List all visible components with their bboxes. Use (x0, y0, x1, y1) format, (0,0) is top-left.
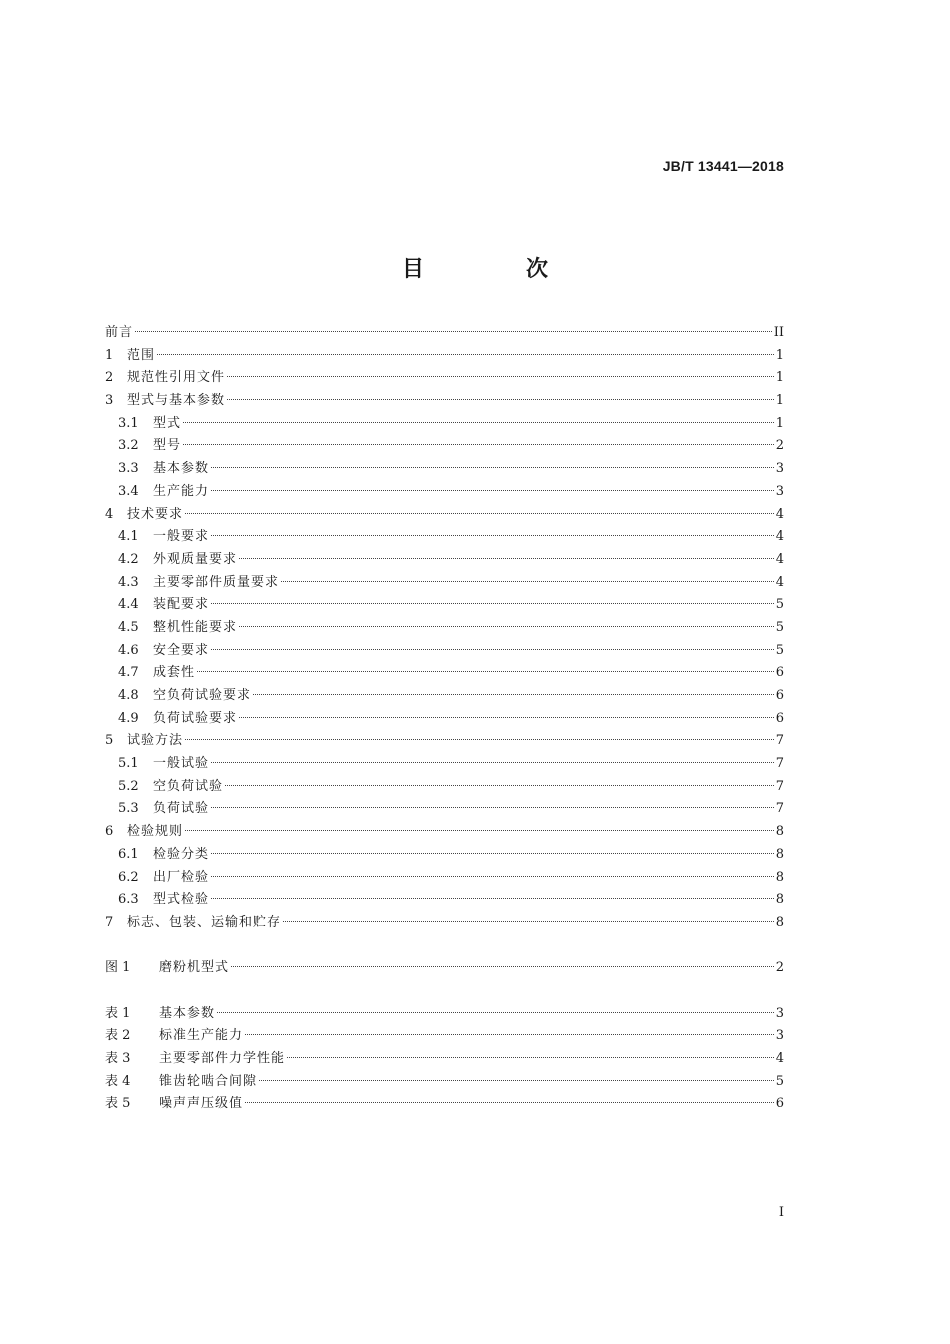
dot-leader (211, 807, 774, 808)
toc-entry-page: 2 (775, 960, 784, 976)
toc-entry-page: 8 (775, 846, 784, 862)
toc-entry[interactable] (105, 481, 784, 504)
toc-entry-number: 4 (105, 506, 114, 522)
toc-entry-number: 4.4 (118, 597, 139, 613)
toc-entry-page: 8 (775, 892, 784, 908)
spacer (105, 935, 784, 958)
toc-entry-label: 一般试验 (153, 756, 210, 772)
toc-entry-label: 规范性引用文件 (127, 370, 226, 386)
toc-entry[interactable] (105, 572, 784, 595)
toc-table-entry[interactable] (105, 1003, 784, 1026)
toc-entry[interactable] (105, 640, 784, 663)
toc-entry-label: 基本参数 (159, 1005, 216, 1021)
dot-leader (185, 513, 774, 514)
toc-entry-number: 3.3 (118, 461, 139, 477)
toc-entry-label: 安全要求 (153, 642, 210, 658)
dot-leader (211, 603, 774, 604)
toc-figure-entry[interactable] (105, 957, 784, 980)
dot-leader (211, 853, 774, 854)
toc-entry-page: 7 (775, 756, 784, 772)
toc-entry-number: 4.7 (118, 665, 139, 681)
toc-entry-number: 6.2 (118, 869, 139, 885)
toc-entry[interactable] (105, 390, 784, 413)
toc-table-entry[interactable] (105, 1025, 784, 1048)
toc-entry[interactable] (105, 753, 784, 776)
toc-entry-number: 3.1 (118, 415, 139, 431)
toc-entry-label: 范围 (127, 347, 156, 363)
toc-entry-page: 4 (775, 529, 784, 545)
toc-entry-label: 型式与基本参数 (127, 393, 226, 409)
toc-entry[interactable] (105, 662, 784, 685)
dot-leader (211, 649, 774, 650)
dot-leader (211, 762, 774, 763)
toc-table-entry[interactable] (105, 1093, 784, 1116)
dot-leader (283, 921, 774, 922)
toc-entry-page: 3 (775, 1005, 784, 1021)
toc-entry-label: 装配要求 (153, 597, 210, 613)
toc-entry[interactable] (105, 322, 784, 345)
dot-leader (281, 581, 774, 582)
dot-leader (183, 422, 774, 423)
toc-entry-number: 表 5 (105, 1096, 131, 1112)
toc-entry-page: 8 (775, 824, 784, 840)
toc-entry-page: II (773, 325, 784, 340)
toc-entry-number: 1 (105, 347, 114, 363)
toc-entry[interactable] (105, 912, 784, 935)
toc-entry-label: 噪声声压级值 (159, 1096, 244, 1112)
toc-entry-page: 6 (775, 665, 784, 681)
toc-entry-label: 检验分类 (153, 846, 210, 862)
toc-entry-label: 型式检验 (153, 892, 210, 908)
toc-entry[interactable] (105, 504, 784, 527)
toc-entry[interactable] (105, 458, 784, 481)
toc-entry-number: 3.4 (118, 483, 139, 499)
dot-leader (239, 558, 774, 559)
toc-entry-page: 6 (775, 688, 784, 703)
toc-entry-label: 整机性能要求 (153, 619, 238, 635)
toc-entry[interactable] (105, 594, 784, 617)
toc-table-list (105, 1003, 784, 1116)
toc-entry-page: 5 (775, 642, 784, 658)
toc-entry-page: 5 (775, 597, 784, 613)
toc-entry-page: 1 (775, 415, 784, 431)
toc-entry-page: 7 (775, 778, 784, 794)
toc-entry-page: 4 (775, 551, 784, 567)
toc-entry-label: 前言 (105, 325, 134, 340)
dot-leader (211, 898, 774, 899)
toc-entry-number: 6.1 (118, 846, 139, 862)
toc-entry-label: 空负荷试验要求 (153, 688, 252, 703)
toc-entry[interactable] (105, 867, 784, 890)
dot-leader (135, 331, 772, 332)
toc-entry-number: 4.8 (118, 688, 139, 703)
toc-entry-label: 主要零部件力学性能 (159, 1051, 286, 1066)
toc-entry-number: 6.3 (118, 892, 139, 908)
dot-leader (211, 535, 774, 536)
toc-entry-label: 负荷试验要求 (153, 710, 238, 726)
toc-entry[interactable] (105, 413, 784, 436)
toc-entry[interactable] (105, 844, 784, 867)
dot-leader (287, 1057, 774, 1058)
toc-entry-number: 5 (105, 733, 114, 749)
toc-entry-number: 表 2 (105, 1028, 131, 1044)
toc-entry-label: 基本参数 (153, 461, 210, 477)
dot-leader (227, 399, 774, 400)
toc-entry-number: 4.1 (118, 529, 139, 545)
dot-leader (225, 785, 774, 786)
dot-leader (183, 444, 774, 445)
standard-code: JB/T 13441—2018 (662, 158, 784, 174)
toc-entry[interactable] (105, 708, 784, 731)
dot-leader (239, 717, 774, 718)
dot-leader (211, 490, 774, 491)
toc-entry-number: 表 1 (105, 1005, 131, 1021)
toc-entry-label: 生产能力 (153, 483, 210, 499)
toc-entry-page: 3 (775, 1028, 784, 1044)
toc-entry-page: 8 (775, 914, 784, 930)
table-of-contents (105, 322, 784, 1116)
toc-entry-page: 3 (775, 461, 784, 477)
toc-entry-page: 6 (775, 1096, 784, 1112)
dot-leader (185, 830, 774, 831)
toc-entry-number: 3.2 (118, 438, 139, 454)
toc-chapter-list (105, 322, 784, 935)
toc-entry-number: 4.3 (118, 574, 139, 590)
toc-entry-page: 4 (775, 1051, 784, 1066)
toc-entry-label: 外观质量要求 (153, 551, 238, 567)
toc-entry-page: 1 (775, 347, 784, 363)
toc-figure-list (105, 957, 784, 980)
toc-entry-number: 2 (105, 370, 114, 386)
toc-entry-label: 标志、包装、运输和贮存 (127, 914, 282, 930)
toc-entry-number: 5.2 (118, 778, 139, 794)
toc-entry[interactable] (105, 798, 784, 821)
toc-entry-label: 主要零部件质量要求 (153, 574, 280, 590)
dot-leader (185, 739, 774, 740)
dot-leader (245, 1034, 774, 1035)
toc-entry-page: 1 (775, 370, 784, 386)
toc-entry-label: 检验规则 (127, 824, 184, 840)
toc-entry-page: 1 (775, 393, 784, 409)
toc-entry[interactable] (105, 776, 784, 799)
spacer (105, 980, 784, 1003)
dot-leader (211, 467, 774, 468)
dot-leader (231, 966, 774, 967)
toc-entry-page: 8 (775, 869, 784, 885)
toc-entry-label: 标准生产能力 (159, 1028, 244, 1044)
toc-entry-number: 5.3 (118, 801, 139, 817)
toc-entry-page: 5 (775, 619, 784, 635)
toc-entry-number: 4.9 (118, 710, 139, 726)
dot-leader (253, 694, 774, 695)
toc-entry-label: 型号 (153, 438, 182, 454)
toc-entry-page: 5 (775, 1073, 784, 1089)
page-title: 目 次 (401, 257, 588, 282)
toc-entry[interactable] (105, 549, 784, 572)
dot-leader (259, 1080, 774, 1081)
dot-leader (239, 626, 774, 627)
toc-entry-label: 空负荷试验 (153, 778, 224, 794)
toc-entry-label: 技术要求 (127, 506, 184, 522)
toc-entry-number: 3 (105, 393, 114, 409)
toc-entry-label: 一般要求 (153, 529, 210, 545)
toc-entry-page: 4 (775, 574, 784, 590)
toc-entry-label: 试验方法 (127, 733, 184, 749)
toc-entry[interactable] (105, 685, 784, 708)
dot-leader (211, 876, 774, 877)
toc-entry[interactable] (105, 821, 784, 844)
toc-entry-number: 表 4 (105, 1073, 131, 1089)
toc-entry-number: 6 (105, 824, 114, 840)
dot-leader (217, 1012, 774, 1013)
toc-entry[interactable] (105, 367, 784, 390)
toc-entry[interactable] (105, 617, 784, 640)
dot-leader (197, 671, 774, 672)
toc-entry-label: 磨粉机型式 (159, 960, 230, 976)
page-number: I (778, 1205, 784, 1220)
toc-table-entry[interactable] (105, 1071, 784, 1094)
toc-entry-number: 4.5 (118, 619, 139, 635)
toc-entry[interactable] (105, 730, 784, 753)
toc-entry-page: 3 (775, 483, 784, 499)
toc-entry-page: 2 (775, 438, 784, 454)
toc-entry-number: 图 1 (105, 960, 131, 976)
toc-entry-page: 4 (775, 506, 784, 522)
toc-entry-number: 4.2 (118, 551, 139, 567)
dot-leader (245, 1102, 774, 1103)
toc-entry-page: 7 (775, 733, 784, 749)
toc-entry[interactable] (105, 435, 784, 458)
toc-entry-label: 出厂检验 (153, 869, 210, 885)
dot-leader (227, 376, 774, 377)
toc-entry-page: 7 (775, 801, 784, 817)
toc-entry-number: 7 (105, 914, 114, 930)
toc-entry-number: 4.6 (118, 642, 139, 658)
toc-entry-label: 负荷试验 (153, 801, 210, 817)
toc-entry[interactable] (105, 889, 784, 912)
toc-entry-label: 型式 (153, 415, 182, 431)
toc-entry-number: 表 3 (105, 1051, 131, 1066)
dot-leader (157, 354, 774, 355)
toc-entry[interactable] (105, 345, 784, 368)
toc-entry-number: 5.1 (118, 756, 139, 772)
toc-entry-label: 锥齿轮啮合间隙 (159, 1073, 258, 1089)
toc-entry-label: 成套性 (153, 665, 196, 681)
toc-entry[interactable] (105, 526, 784, 549)
toc-entry-page: 6 (775, 710, 784, 726)
toc-table-entry[interactable] (105, 1048, 784, 1071)
